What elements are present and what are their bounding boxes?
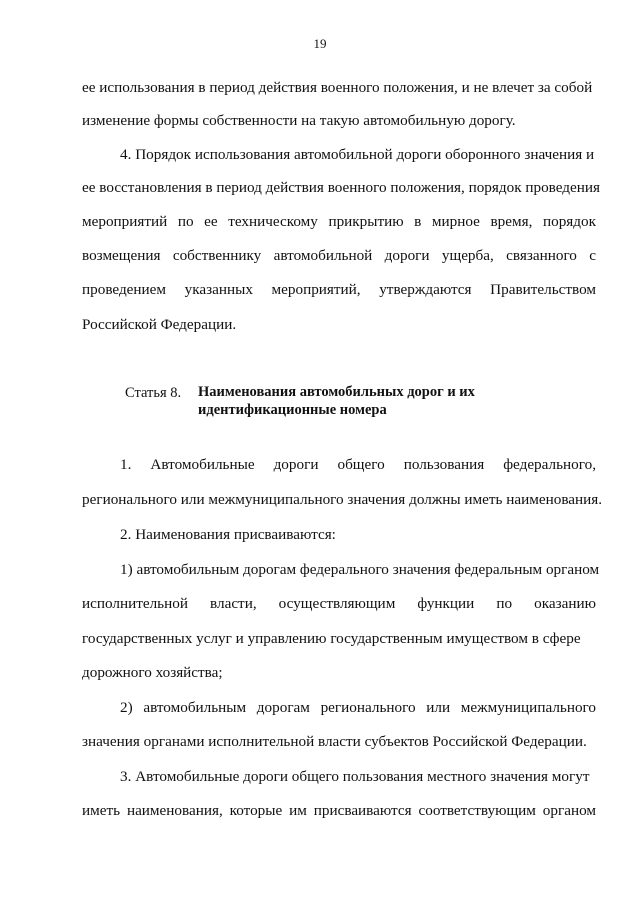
page-number: 19 [313, 36, 327, 51]
text-line: иметь наименования, которые им присваиваются соответствующим органом [82, 802, 596, 819]
text-line: мероприятий по ее техническому прикрытию в мирное время, порядок [82, 213, 596, 230]
text-line: 2. Наименования присваиваются: [120, 526, 336, 543]
text-line: значения органами исполнительной власти субъектов Российской Федерации. [82, 733, 587, 750]
text-line: регионального или межмуниципального значения должны иметь наименования. [82, 491, 603, 508]
text-line: изменение формы собственности на такую автомобильную дорогу. [82, 112, 516, 129]
text-line: 1. Автомобильные дороги общего пользования федерального, [120, 456, 596, 473]
article-title-line: идентификационные номера [198, 402, 387, 418]
text-line: ее восстановления в период действия военного положения, порядок проведения [82, 179, 601, 196]
text-line: 1) автомобильным дорогам федерального значения федеральным органом [120, 561, 600, 578]
article-title [198, 383, 528, 419]
article-title-line: Наименования автомобильных дорог и их [198, 384, 475, 400]
text-line: дорожного хозяйства; [82, 664, 223, 681]
text-line: проведением указанных мероприятий, утверждаются Правительством [82, 281, 596, 298]
article-label: Статья 8. [125, 385, 182, 401]
text-line: 4. Порядок использования автомобильной дороги оборонного значения и [120, 146, 595, 163]
text-line: 3. Автомобильные дороги общего пользования местного значения могут [120, 768, 590, 785]
text-line: исполнительной власти, осуществляющим функции по оказанию [82, 595, 596, 612]
text-line: Российской Федерации. [82, 316, 237, 333]
text-line: возмещения собственнику автомобильной дороги ущерба, связанного с [82, 247, 596, 264]
text-line: государственных услуг и управлению государственным имуществом в сфере [82, 630, 581, 647]
text-line: ее использования в период действия военного положения, и не влечет за собой [82, 79, 593, 96]
text-line: 2) автомобильным дорогам регионального или межмуниципального [120, 699, 596, 716]
